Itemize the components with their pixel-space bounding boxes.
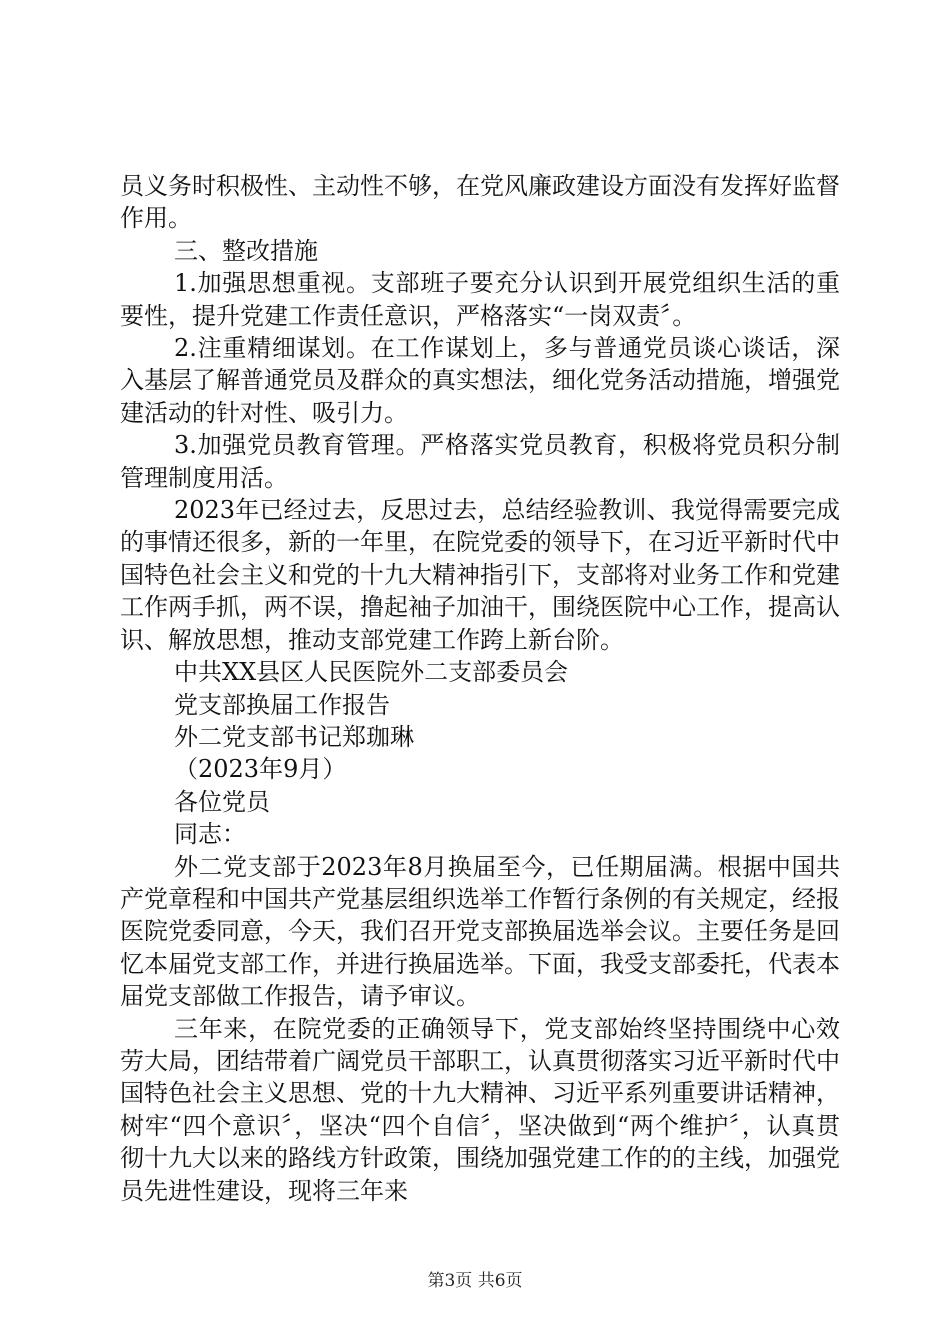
signature-organization: 中共XX县区人民医院外二支部委员会 <box>174 658 569 687</box>
measure-item-2: 2.注重精细谋划。在工作谋划上，多与普通党员谈心谈话，深入基层了解普通党员及群众的真实想法，细化党务活动措施，增强党建活动的针对性、吸引力。 <box>120 334 840 427</box>
page-footer: 第3页 共6页 <box>427 1271 523 1291</box>
report-date: （2023年9月） <box>174 755 347 784</box>
section-heading-measures: 三、整改措施 <box>174 236 318 265</box>
document-body <box>120 170 840 1207</box>
paragraph-introduction: 外二党支部于2023年8月换届至今，已任期届满。根据中国共产党章程和中国共产党基层组织选举工作暂行条例的有关规定，经报医院党委同意，今天，我们召开党支部换届选举会议。主要任务是回忆本届党支部工作，并进行换届选举。下面，我受支部委托，代表本届党支部做工作报告，请予审议。 <box>120 852 840 1011</box>
paragraph-continuation: 员义务时积极性、主动性不够，在党风廉政建设方面没有发挥好监督作用。 <box>120 172 840 233</box>
salutation-line-1: 各位党员 <box>174 787 270 816</box>
report-title: 党支部换届工作报告 <box>174 690 390 719</box>
measure-item-1: 1.加强思想重视。支部班子要充分认识到开展党组织生活的重要性，提升党建工作责任意识，严格落实“一岗双责〞。 <box>120 269 840 330</box>
paragraph-three-years: 三年来，在院党委的正确领导下，党支部始终坚持围绕中心效劳大局，团结带着广阔党员干部职工，认真贯彻落实习近平新时代中国特色社会主义思想、党的十九大精神、习近平系列重要讲话精神，树牢“四个意识〞，坚决“四个自信〞，坚决做到“两个维护〞，认真贯彻十九大以来的路线方针政策，围绕加强党建工作的的主线，加强党员先进性建设，现将三年来 <box>120 1014 840 1205</box>
paragraph-summary: 2023年已经过去，反思过去，总结经验教训、我觉得需要完成的事情还很多，新的一年里，在院党委的领导下，在习近平新时代中国特色社会主义和党的十九大精神指引下，支部将对业务工作和党建工作两手抓，两不误，撸起袖子加油干，围绕医院中心工作，提高认识、解放思想，推动支部党建工作跨上新台阶。 <box>120 496 840 654</box>
salutation-line-2: 同志： <box>174 820 246 849</box>
report-author: 外二党支部书记郑珈琳 <box>174 722 414 751</box>
measure-item-3: 3.加强党员教育管理。严格落实党员教育，积极将党员积分制管理制度用活。 <box>120 431 840 492</box>
